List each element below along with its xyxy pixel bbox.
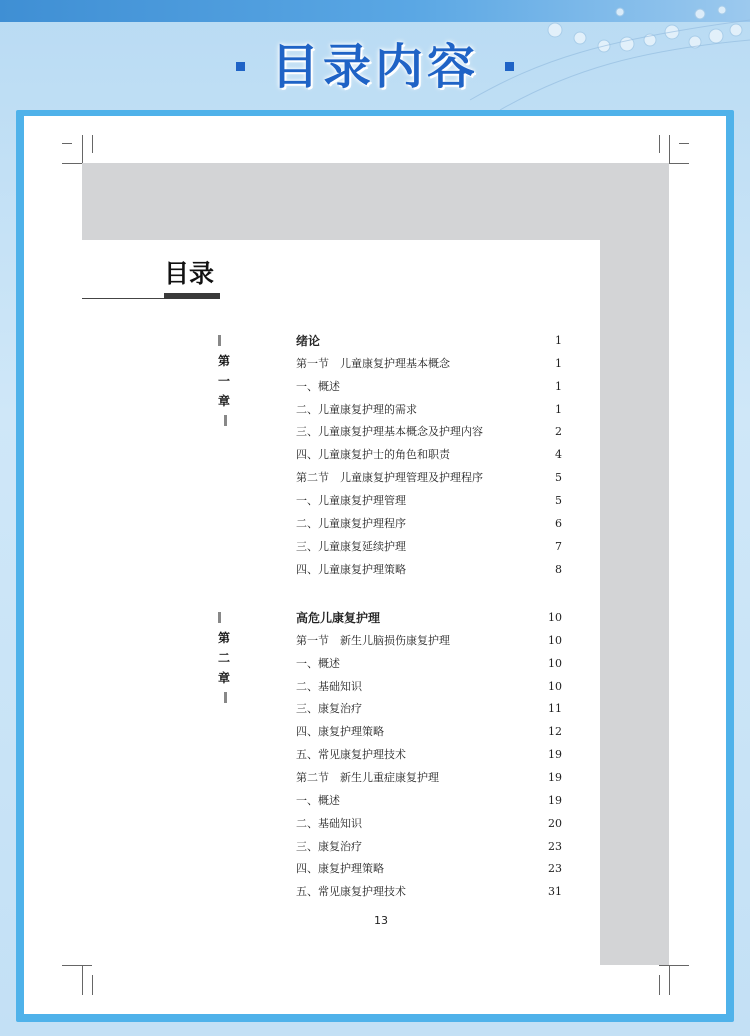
toc-item-row[interactable] [296, 859, 562, 879]
chapter-label: 第二章 [218, 608, 233, 628]
item-title: 四、康复护理策略 [296, 862, 384, 876]
item-title: 二、基础知识 [296, 816, 362, 830]
toc-item-row[interactable] [296, 882, 562, 902]
crop-mark-br-v [669, 965, 670, 995]
section-title: 第一节 儿童康复护理基本概念 [296, 356, 450, 370]
crop-mark-tr-v [669, 135, 670, 163]
crop-mark-bl-h [62, 965, 92, 966]
entry-page: 19 [548, 793, 562, 807]
toc-section-row[interactable] [296, 468, 562, 488]
item-title: 二、儿童康复护理程序 [296, 516, 406, 530]
toc-item-row[interactable] [296, 445, 562, 465]
crop-mark-tr-h [669, 163, 689, 164]
item-title: 三、儿童康复延续护理 [296, 539, 406, 553]
toc-item-row[interactable] [296, 722, 562, 742]
crop-mark-tl-h2 [62, 143, 72, 144]
entry-page: 1 [555, 356, 562, 370]
crop-mark-br-h [659, 965, 689, 966]
item-title: 四、康复护理策略 [296, 725, 384, 739]
chapter-label: 第一章 [218, 331, 233, 351]
toc-section-row[interactable] [296, 631, 562, 651]
item-title: 三、康复治疗 [296, 702, 362, 716]
entry-page: 11 [548, 702, 562, 716]
section-title: 第一节 新生儿脑损伤康复护理 [296, 633, 450, 647]
right-gray-column [600, 163, 669, 965]
banner-title-text: 目录内容 [270, 39, 479, 95]
crop-mark-tl-v2 [92, 135, 93, 153]
section-title: 第二节 儿童康复护理管理及护理程序 [296, 471, 483, 485]
banner-dot-left [236, 62, 245, 71]
item-title: 五、常见康复护理技术 [296, 885, 406, 899]
toc-item-row[interactable] [296, 377, 562, 397]
item-title: 四、儿童康复护理策略 [296, 562, 406, 576]
chapter-page: 10 [548, 611, 562, 624]
entry-page: 19 [548, 748, 562, 762]
toc-item-row[interactable] [296, 699, 562, 719]
heading-underline-bar [164, 293, 220, 299]
crop-mark-tl-h [62, 163, 82, 164]
toc-heading: 目录 [164, 259, 215, 288]
toc-item-row[interactable] [296, 745, 562, 765]
item-title: 二、基础知识 [296, 679, 362, 693]
banner-dot-right [505, 62, 514, 71]
toc-item-row[interactable] [296, 537, 562, 557]
entry-page: 23 [548, 839, 562, 853]
item-title: 一、概述 [296, 379, 340, 393]
crop-mark-tr-v2 [659, 135, 660, 153]
entry-page: 10 [548, 679, 562, 693]
item-title: 三、儿童康复护理基本概念及护理内容 [296, 425, 483, 439]
item-title: 一、儿童康复护理管理 [296, 493, 406, 507]
banner-title [0, 28, 750, 97]
crop-mark-bl-v2 [92, 975, 93, 995]
entry-page: 7 [555, 539, 562, 553]
entry-page: 31 [548, 885, 562, 899]
toc-item-row[interactable] [296, 814, 562, 834]
entry-page: 12 [548, 725, 562, 739]
entry-page: 20 [548, 816, 562, 830]
toc-item-row[interactable] [296, 837, 562, 857]
entry-page: 23 [548, 862, 562, 876]
header-gray-band [82, 163, 669, 240]
entry-page: 10 [548, 633, 562, 647]
crop-mark-tl-v [82, 135, 83, 163]
toc-item-row[interactable] [296, 514, 562, 534]
chapter-title: 高危儿康复护理 [296, 611, 381, 625]
entry-page: 10 [548, 656, 562, 670]
toc-item-row[interactable] [296, 491, 562, 511]
item-title: 一、概述 [296, 656, 340, 670]
item-title: 四、儿童康复护士的角色和职责 [296, 448, 450, 462]
toc-section-row[interactable] [296, 354, 562, 374]
item-title: 五、常见康复护理技术 [296, 748, 406, 762]
entry-page: 1 [555, 379, 562, 393]
toc-item-row[interactable] [296, 791, 562, 811]
entry-page: 5 [555, 471, 562, 485]
toc-item-row[interactable] [296, 560, 562, 580]
page-number: 13 [374, 914, 388, 927]
toc-chapter-row[interactable] [296, 608, 562, 628]
toc-item-row[interactable] [296, 400, 562, 420]
chapter-page: 1 [555, 334, 562, 347]
entry-page: 19 [548, 770, 562, 784]
crop-mark-br-v2 [659, 975, 660, 995]
crop-mark-bl-v [82, 965, 83, 995]
crop-mark-tr-h2 [679, 143, 689, 144]
item-title: 二、儿童康复护理的需求 [296, 402, 417, 416]
item-title: 一、概述 [296, 793, 340, 807]
toc-section-row[interactable] [296, 768, 562, 788]
entry-page: 4 [555, 448, 562, 462]
entry-page: 1 [555, 402, 562, 416]
toc-item-row[interactable] [296, 654, 562, 674]
toc-item-row[interactable] [296, 422, 562, 442]
toc-chapter-row[interactable] [296, 331, 562, 351]
entry-page: 6 [555, 516, 562, 530]
entry-page: 2 [555, 425, 562, 439]
section-title: 第二节 新生儿重症康复护理 [296, 770, 439, 784]
entry-page: 8 [555, 562, 562, 576]
toc-item-row[interactable] [296, 677, 562, 697]
chapter-title: 绪论 [296, 334, 321, 348]
entry-page: 5 [555, 493, 562, 507]
item-title: 三、康复治疗 [296, 839, 362, 853]
